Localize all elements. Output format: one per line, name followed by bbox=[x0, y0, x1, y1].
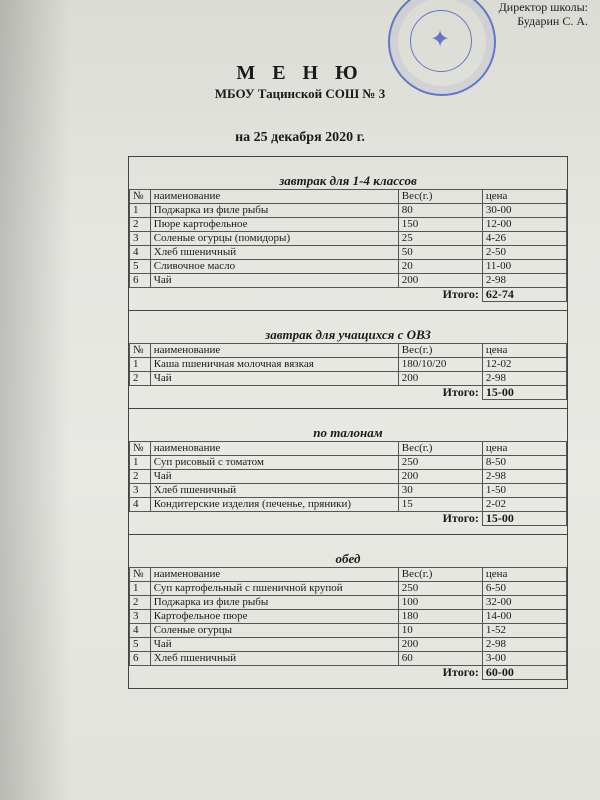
item-price: 2-98 bbox=[482, 638, 566, 652]
section-spacer bbox=[129, 680, 567, 688]
table-header-row bbox=[130, 442, 567, 456]
section-spacer bbox=[129, 526, 567, 534]
row-number: 2 bbox=[130, 372, 151, 386]
section-title: обед bbox=[335, 551, 361, 566]
table-header-row bbox=[130, 568, 567, 582]
item-weight: 250 bbox=[398, 582, 482, 596]
table-row bbox=[130, 372, 567, 386]
row-number: 2 bbox=[130, 218, 151, 232]
item-name: Чай bbox=[150, 470, 398, 484]
item-weight: 50 bbox=[398, 246, 482, 260]
row-number: 1 bbox=[130, 358, 151, 372]
col-price-header: цена bbox=[482, 568, 566, 582]
total-label: Итого: bbox=[442, 287, 479, 302]
item-name: Хлеб пшеничный bbox=[150, 246, 398, 260]
table-header-row bbox=[130, 190, 567, 204]
item-price: 2-50 bbox=[482, 246, 566, 260]
item-price: 1-52 bbox=[482, 624, 566, 638]
row-number: 4 bbox=[130, 624, 151, 638]
item-name: Чай bbox=[150, 372, 398, 386]
item-weight: 200 bbox=[398, 372, 482, 386]
table-row bbox=[130, 470, 567, 484]
row-number: 5 bbox=[130, 260, 151, 274]
section-spacer bbox=[129, 302, 567, 310]
item-price: 8-50 bbox=[482, 456, 566, 470]
item-price: 11-00 bbox=[482, 260, 566, 274]
item-weight: 20 bbox=[398, 260, 482, 274]
menu-section bbox=[129, 409, 567, 535]
total-row bbox=[130, 386, 567, 400]
item-name: Соленые огурцы (помидоры) bbox=[150, 232, 398, 246]
table-header-row bbox=[130, 344, 567, 358]
menu-table bbox=[128, 156, 568, 689]
item-weight: 15 bbox=[398, 498, 482, 512]
item-price: 2-02 bbox=[482, 498, 566, 512]
col-name-header: наименование bbox=[150, 344, 398, 358]
col-price-header: цена bbox=[482, 344, 566, 358]
table-row bbox=[130, 218, 567, 232]
item-weight: 180/10/20 bbox=[398, 358, 482, 372]
item-name: Суп рисовый с томатом bbox=[150, 456, 398, 470]
col-name-header: наименование bbox=[150, 442, 398, 456]
item-price: 14-00 bbox=[482, 610, 566, 624]
item-name: Поджарка из филе рыбы bbox=[150, 204, 398, 218]
item-weight: 30 bbox=[398, 484, 482, 498]
col-price-header: цена bbox=[482, 442, 566, 456]
table-row bbox=[130, 274, 567, 288]
table-row bbox=[130, 484, 567, 498]
col-num-header: № bbox=[130, 568, 151, 582]
row-number: 1 bbox=[130, 456, 151, 470]
section-table bbox=[129, 567, 567, 680]
item-price: 32-00 bbox=[482, 596, 566, 610]
col-name-header: наименование bbox=[150, 568, 398, 582]
page-shadow bbox=[0, 0, 70, 800]
col-weight-header: Вес(г.) bbox=[398, 568, 482, 582]
menu-section bbox=[129, 157, 567, 311]
col-weight-header: Вес(г.) bbox=[398, 442, 482, 456]
row-number: 1 bbox=[130, 582, 151, 596]
table-row bbox=[130, 232, 567, 246]
row-number: 3 bbox=[130, 484, 151, 498]
total-row bbox=[130, 666, 567, 680]
item-name: Хлеб пшеничный bbox=[150, 484, 398, 498]
item-name: Поджарка из филе рыбы bbox=[150, 596, 398, 610]
item-name: Сливочное масло bbox=[150, 260, 398, 274]
item-name: Суп картофельный с пшеничной крупой bbox=[150, 582, 398, 596]
item-weight: 200 bbox=[398, 470, 482, 484]
table-row bbox=[130, 498, 567, 512]
total-row bbox=[130, 512, 567, 526]
menu-date: на 25 декабря 2020 г. bbox=[235, 130, 365, 145]
row-number: 6 bbox=[130, 274, 151, 288]
item-name: Каша пшеничная молочная вязкая bbox=[150, 358, 398, 372]
total-value: 60-00 bbox=[482, 666, 566, 680]
total-label: Итого: bbox=[442, 665, 479, 680]
section-title: по талонам bbox=[313, 425, 383, 440]
table-row bbox=[130, 260, 567, 274]
item-name: Пюре картофельное bbox=[150, 218, 398, 232]
table-row bbox=[130, 456, 567, 470]
item-name: Чай bbox=[150, 638, 398, 652]
section-table bbox=[129, 343, 567, 400]
total-label: Итого: bbox=[442, 385, 479, 400]
item-price: 4-26 bbox=[482, 232, 566, 246]
item-weight: 80 bbox=[398, 204, 482, 218]
page-title: М Е Н Ю bbox=[236, 62, 364, 84]
menu-section bbox=[129, 535, 567, 688]
table-row bbox=[130, 610, 567, 624]
item-price: 2-98 bbox=[482, 470, 566, 484]
item-price: 3-00 bbox=[482, 652, 566, 666]
row-number: 6 bbox=[130, 652, 151, 666]
total-value: 15-00 bbox=[482, 512, 566, 526]
item-weight: 200 bbox=[398, 638, 482, 652]
table-row bbox=[130, 638, 567, 652]
section-table bbox=[129, 189, 567, 302]
section-title: завтрак для учащихся с ОВЗ bbox=[265, 327, 431, 342]
col-num-header: № bbox=[130, 190, 151, 204]
item-price: 2-98 bbox=[482, 372, 566, 386]
total-label: Итого: bbox=[442, 511, 479, 526]
row-number: 4 bbox=[130, 498, 151, 512]
table-row bbox=[130, 358, 567, 372]
row-number: 4 bbox=[130, 246, 151, 260]
table-row bbox=[130, 596, 567, 610]
total-value: 62-74 bbox=[482, 288, 566, 302]
menu-section bbox=[129, 311, 567, 409]
seal-emblem-icon: ✦ bbox=[429, 27, 451, 53]
item-weight: 200 bbox=[398, 274, 482, 288]
col-weight-header: Вес(г.) bbox=[398, 190, 482, 204]
director-title: Директор школы: bbox=[498, 0, 588, 14]
item-price: 12-00 bbox=[482, 218, 566, 232]
table-row bbox=[130, 246, 567, 260]
section-spacer bbox=[129, 400, 567, 408]
section-title: завтрак для 1-4 классов bbox=[279, 173, 417, 188]
item-weight: 10 bbox=[398, 624, 482, 638]
item-name: Чай bbox=[150, 274, 398, 288]
row-number: 2 bbox=[130, 596, 151, 610]
row-number: 3 bbox=[130, 232, 151, 246]
col-name-header: наименование bbox=[150, 190, 398, 204]
school-name: МБОУ Тацинской СОШ № 3 bbox=[214, 86, 386, 101]
item-weight: 100 bbox=[398, 596, 482, 610]
col-weight-header: Вес(г.) bbox=[398, 344, 482, 358]
item-price: 1-50 bbox=[482, 484, 566, 498]
item-weight: 250 bbox=[398, 456, 482, 470]
total-value: 15-00 bbox=[482, 386, 566, 400]
item-price: 6-50 bbox=[482, 582, 566, 596]
item-weight: 180 bbox=[398, 610, 482, 624]
row-number: 5 bbox=[130, 638, 151, 652]
row-number: 1 bbox=[130, 204, 151, 218]
col-num-header: № bbox=[130, 442, 151, 456]
director-signature-block bbox=[499, 0, 588, 28]
item-price: 2-98 bbox=[482, 274, 566, 288]
table-row bbox=[130, 652, 567, 666]
item-name: Соленые огурцы bbox=[150, 624, 398, 638]
item-name: Картофельное пюре bbox=[150, 610, 398, 624]
table-row bbox=[130, 624, 567, 638]
item-name: Хлеб пшеничный bbox=[150, 652, 398, 666]
item-price: 30-00 bbox=[482, 204, 566, 218]
total-row bbox=[130, 288, 567, 302]
col-price-header: цена bbox=[482, 190, 566, 204]
item-price: 12-02 bbox=[482, 358, 566, 372]
item-weight: 150 bbox=[398, 218, 482, 232]
row-number: 2 bbox=[130, 470, 151, 484]
row-number: 3 bbox=[130, 610, 151, 624]
col-num-header: № bbox=[130, 344, 151, 358]
table-row bbox=[130, 204, 567, 218]
item-weight: 25 bbox=[398, 232, 482, 246]
director-name: Бударин С. А. bbox=[517, 14, 588, 28]
item-name: Кондитерские изделия (печенье, пряники) bbox=[150, 498, 398, 512]
section-table bbox=[129, 441, 567, 526]
table-row bbox=[130, 582, 567, 596]
item-weight: 60 bbox=[398, 652, 482, 666]
